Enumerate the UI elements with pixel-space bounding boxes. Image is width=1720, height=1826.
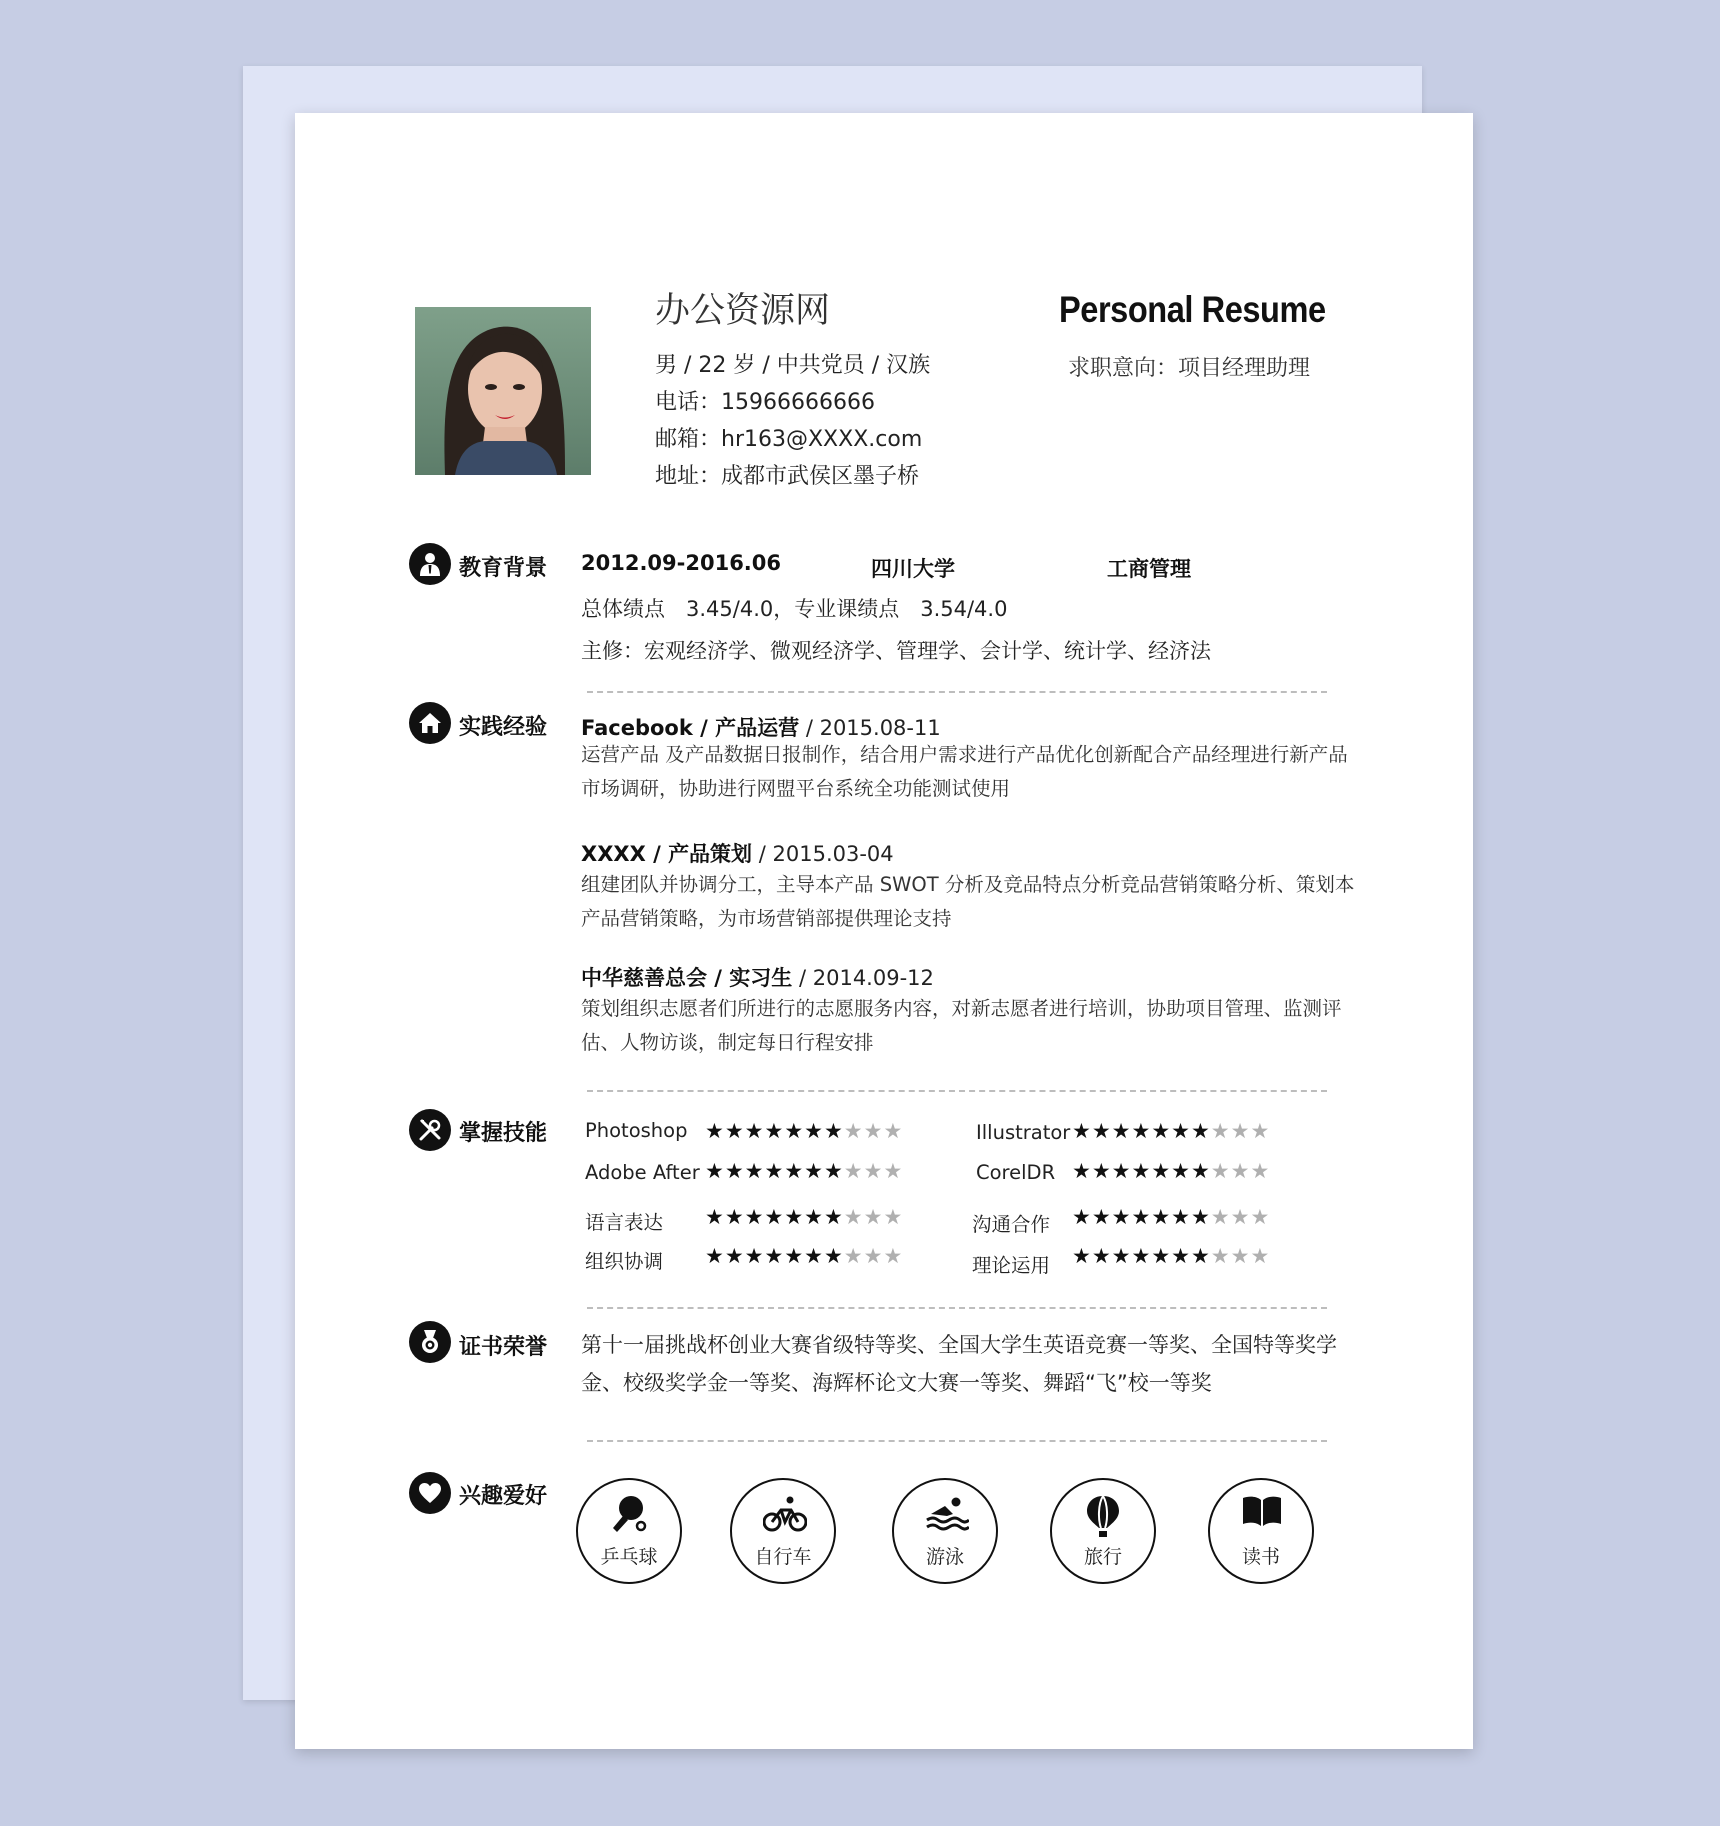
star-filled-icon: ★ xyxy=(744,1159,765,1183)
star-filled-icon: ★ xyxy=(1091,1244,1112,1268)
star-filled-icon: ★ xyxy=(1171,1159,1191,1183)
exp-date: / 2014.09-12 xyxy=(798,966,934,990)
ping-pong-icon xyxy=(609,1494,649,1534)
bicycle-icon xyxy=(763,1494,807,1534)
phone-info: 电话：15966666666 xyxy=(655,390,875,415)
star-empty-icon: ★ xyxy=(1230,1159,1251,1183)
star-empty-icon: ★ xyxy=(883,1205,904,1229)
exp-description: 策划组织志愿者们所进行的志愿服务内容，对新志愿者进行培训，协助项目管理、监测评估、人物访谈，制定每日行程安排 xyxy=(581,997,1342,1054)
star-filled-icon: ★ xyxy=(764,1205,785,1229)
exp-date: / 2015.08-11 xyxy=(805,716,941,740)
star-empty-icon: ★ xyxy=(1250,1205,1271,1229)
skill-rating xyxy=(705,1244,903,1268)
star-empty-icon: ★ xyxy=(883,1119,904,1143)
star-filled-icon: ★ xyxy=(724,1119,745,1143)
exp-role: 产品策划 xyxy=(668,842,753,866)
star-filled-icon: ★ xyxy=(1091,1159,1112,1183)
hobby-label: 自行车 xyxy=(754,1546,812,1568)
star-filled-icon: ★ xyxy=(1072,1205,1092,1229)
star-filled-icon: ★ xyxy=(1072,1159,1092,1183)
star-filled-icon: ★ xyxy=(823,1159,844,1183)
star-filled-icon: ★ xyxy=(705,1205,725,1229)
person-icon xyxy=(409,543,451,585)
divider xyxy=(587,1307,1327,1309)
star-empty-icon: ★ xyxy=(1210,1205,1231,1229)
star-empty-icon: ★ xyxy=(1250,1119,1271,1143)
edu-school: 四川大学 xyxy=(871,557,955,581)
star-filled-icon: ★ xyxy=(744,1244,765,1268)
star-filled-icon: ★ xyxy=(744,1119,765,1143)
edu-courses: 主修：宏观经济学、微观经济学、管理学、会计学、统计学、经济法 xyxy=(581,639,1211,663)
exp-company: XXXX xyxy=(581,842,646,866)
edu-gpa: 总体绩点 3.45/4.0，专业课绩点 3.54/4.0 xyxy=(581,597,1008,621)
skill-name: Adobe After xyxy=(585,1161,700,1184)
star-filled-icon: ★ xyxy=(1072,1244,1092,1268)
star-empty-icon: ★ xyxy=(883,1159,904,1183)
hobby-item xyxy=(576,1478,682,1584)
resume-title: Personal Resume xyxy=(1059,289,1326,330)
hobby-label: 旅行 xyxy=(1083,1546,1122,1568)
star-filled-icon: ★ xyxy=(1151,1119,1172,1143)
star-filled-icon: ★ xyxy=(1190,1244,1211,1268)
exp-description: 组建团队并协调分工，主导本产品 SWOT 分析及竞品特点分析竞品营销策略分析、策划本产品营销策略，为市场营销部提供理论支持 xyxy=(581,873,1355,930)
star-empty-icon: ★ xyxy=(843,1205,864,1229)
star-filled-icon: ★ xyxy=(1190,1119,1211,1143)
exp-date: / 2015.03-04 xyxy=(758,842,894,866)
exp-role: 实习生 xyxy=(729,966,793,990)
divider xyxy=(587,691,1327,693)
star-empty-icon: ★ xyxy=(843,1159,864,1183)
heart-icon xyxy=(409,1472,451,1514)
hobby-item xyxy=(1050,1478,1156,1584)
skill-rating xyxy=(1072,1119,1270,1143)
skill-name: Photoshop xyxy=(585,1119,688,1142)
edu-major: 工商管理 xyxy=(1107,557,1191,581)
star-empty-icon: ★ xyxy=(1230,1244,1251,1268)
star-filled-icon: ★ xyxy=(1131,1119,1152,1143)
honors-text: 第十一届挑战杯创业大赛省级特等奖、全国大学生英语竞赛一等奖、全国特等奖学金、校级奖学金一等奖、海辉杯论文大赛一等奖、舞蹈“飞”校一等奖 xyxy=(581,1333,1337,1395)
exp-company: 中华慈善总会 xyxy=(581,966,707,990)
hobby-label: 读书 xyxy=(1241,1546,1280,1568)
star-filled-icon: ★ xyxy=(705,1159,725,1183)
section-title-honors: 证书荣誉 xyxy=(459,1335,548,1360)
skill-name: 语言表达 xyxy=(585,1211,664,1234)
star-filled-icon: ★ xyxy=(823,1205,844,1229)
experience-heading: 中华慈善总会 / 实习生 / 2014.09-12 xyxy=(581,966,934,990)
star-filled-icon: ★ xyxy=(1131,1159,1152,1183)
star-filled-icon: ★ xyxy=(784,1205,805,1229)
star-empty-icon: ★ xyxy=(843,1244,864,1268)
star-filled-icon: ★ xyxy=(1171,1205,1191,1229)
star-filled-icon: ★ xyxy=(1151,1244,1172,1268)
hot-air-balloon-icon xyxy=(1083,1494,1123,1538)
profile-photo xyxy=(415,307,591,475)
skill-rating xyxy=(1072,1205,1270,1229)
star-filled-icon: ★ xyxy=(1190,1205,1211,1229)
star-filled-icon: ★ xyxy=(724,1159,745,1183)
hobby-item xyxy=(1208,1478,1314,1584)
skill-rating xyxy=(1072,1244,1270,1268)
section-title-hobbies: 兴趣爱好 xyxy=(459,1484,548,1509)
address-info: 地址：成都市武侯区墨子桥 xyxy=(655,464,920,489)
candidate-name: 办公资源网 xyxy=(655,291,831,331)
star-filled-icon: ★ xyxy=(784,1244,805,1268)
hobby-item xyxy=(892,1478,998,1584)
divider xyxy=(587,1440,1327,1442)
star-filled-icon: ★ xyxy=(823,1244,844,1268)
divider xyxy=(587,1090,1327,1092)
skill-rating xyxy=(705,1159,903,1183)
skill-name: 理论运用 xyxy=(972,1254,1051,1277)
star-filled-icon: ★ xyxy=(744,1205,765,1229)
hobby-item xyxy=(730,1478,836,1584)
exp-role: 产品运营 xyxy=(715,716,800,740)
star-filled-icon: ★ xyxy=(804,1205,824,1229)
book-icon xyxy=(1241,1494,1283,1530)
skill-name: CorelDR xyxy=(976,1161,1056,1184)
star-filled-icon: ★ xyxy=(784,1119,805,1143)
star-empty-icon: ★ xyxy=(1210,1244,1231,1268)
swimming-icon xyxy=(925,1494,969,1534)
star-empty-icon: ★ xyxy=(1230,1205,1251,1229)
job-intent: 求职意向：项目经理助理 xyxy=(1068,356,1311,381)
hobby-label: 游泳 xyxy=(925,1546,964,1568)
star-filled-icon: ★ xyxy=(804,1159,824,1183)
resume-page xyxy=(295,113,1473,1749)
email-info: 邮箱：hr163@XXXX.com xyxy=(655,427,923,452)
skill-name: 组织协调 xyxy=(585,1250,664,1273)
experience-heading: Facebook / 产品运营 / 2015.08-11 xyxy=(581,716,941,740)
star-filled-icon: ★ xyxy=(804,1244,824,1268)
section-title-experience: 实践经验 xyxy=(459,715,548,740)
star-filled-icon: ★ xyxy=(1171,1119,1191,1143)
exp-description: 运营产品 及产品数据日报制作，结合用户需求进行产品优化创新配合产品经理进行新产品市场调研，协助进行网盟平台系统全功能测试使用 xyxy=(581,743,1348,800)
skill-rating xyxy=(705,1119,903,1143)
basic-info: 男 / 22 岁 / 中共党员 / 汉族 xyxy=(655,353,931,378)
experience-heading: XXXX / 产品策划 / 2015.03-04 xyxy=(581,842,894,866)
star-empty-icon: ★ xyxy=(1230,1119,1251,1143)
hobby-label: 乒乓球 xyxy=(600,1546,658,1568)
star-filled-icon: ★ xyxy=(705,1244,725,1268)
star-filled-icon: ★ xyxy=(1111,1119,1132,1143)
star-filled-icon: ★ xyxy=(1111,1159,1132,1183)
star-filled-icon: ★ xyxy=(1091,1205,1112,1229)
medal-icon xyxy=(409,1321,451,1363)
star-empty-icon: ★ xyxy=(1210,1159,1231,1183)
star-filled-icon: ★ xyxy=(1171,1244,1191,1268)
star-empty-icon: ★ xyxy=(1250,1244,1271,1268)
edu-period: 2012.09-2016.06 xyxy=(581,551,782,575)
star-filled-icon: ★ xyxy=(823,1119,844,1143)
star-empty-icon: ★ xyxy=(863,1119,884,1143)
star-empty-icon: ★ xyxy=(863,1244,884,1268)
star-empty-icon: ★ xyxy=(863,1159,884,1183)
star-filled-icon: ★ xyxy=(1111,1244,1132,1268)
skill-rating xyxy=(705,1205,903,1229)
star-filled-icon: ★ xyxy=(1151,1159,1172,1183)
star-filled-icon: ★ xyxy=(764,1159,785,1183)
star-filled-icon: ★ xyxy=(724,1244,745,1268)
skill-name: 沟通合作 xyxy=(972,1213,1051,1236)
star-filled-icon: ★ xyxy=(804,1119,824,1143)
tools-icon xyxy=(409,1109,451,1151)
star-filled-icon: ★ xyxy=(1190,1159,1211,1183)
star-filled-icon: ★ xyxy=(1091,1119,1112,1143)
star-filled-icon: ★ xyxy=(1072,1119,1092,1143)
skill-name: Illustrator xyxy=(976,1121,1071,1144)
section-title-skills: 掌握技能 xyxy=(459,1121,548,1146)
exp-company: Facebook xyxy=(581,716,693,740)
star-filled-icon: ★ xyxy=(764,1244,785,1268)
star-empty-icon: ★ xyxy=(883,1244,904,1268)
star-empty-icon: ★ xyxy=(1250,1159,1271,1183)
star-empty-icon: ★ xyxy=(863,1205,884,1229)
star-filled-icon: ★ xyxy=(784,1159,805,1183)
star-filled-icon: ★ xyxy=(1131,1205,1152,1229)
section-title-education: 教育背景 xyxy=(459,556,548,581)
star-filled-icon: ★ xyxy=(1151,1205,1172,1229)
star-filled-icon: ★ xyxy=(1131,1244,1152,1268)
star-filled-icon: ★ xyxy=(1111,1205,1132,1229)
skill-rating xyxy=(1072,1159,1270,1183)
star-filled-icon: ★ xyxy=(724,1205,745,1229)
star-empty-icon: ★ xyxy=(843,1119,864,1143)
star-filled-icon: ★ xyxy=(705,1119,725,1143)
home-icon xyxy=(409,702,451,744)
star-filled-icon: ★ xyxy=(764,1119,785,1143)
star-empty-icon: ★ xyxy=(1210,1119,1231,1143)
